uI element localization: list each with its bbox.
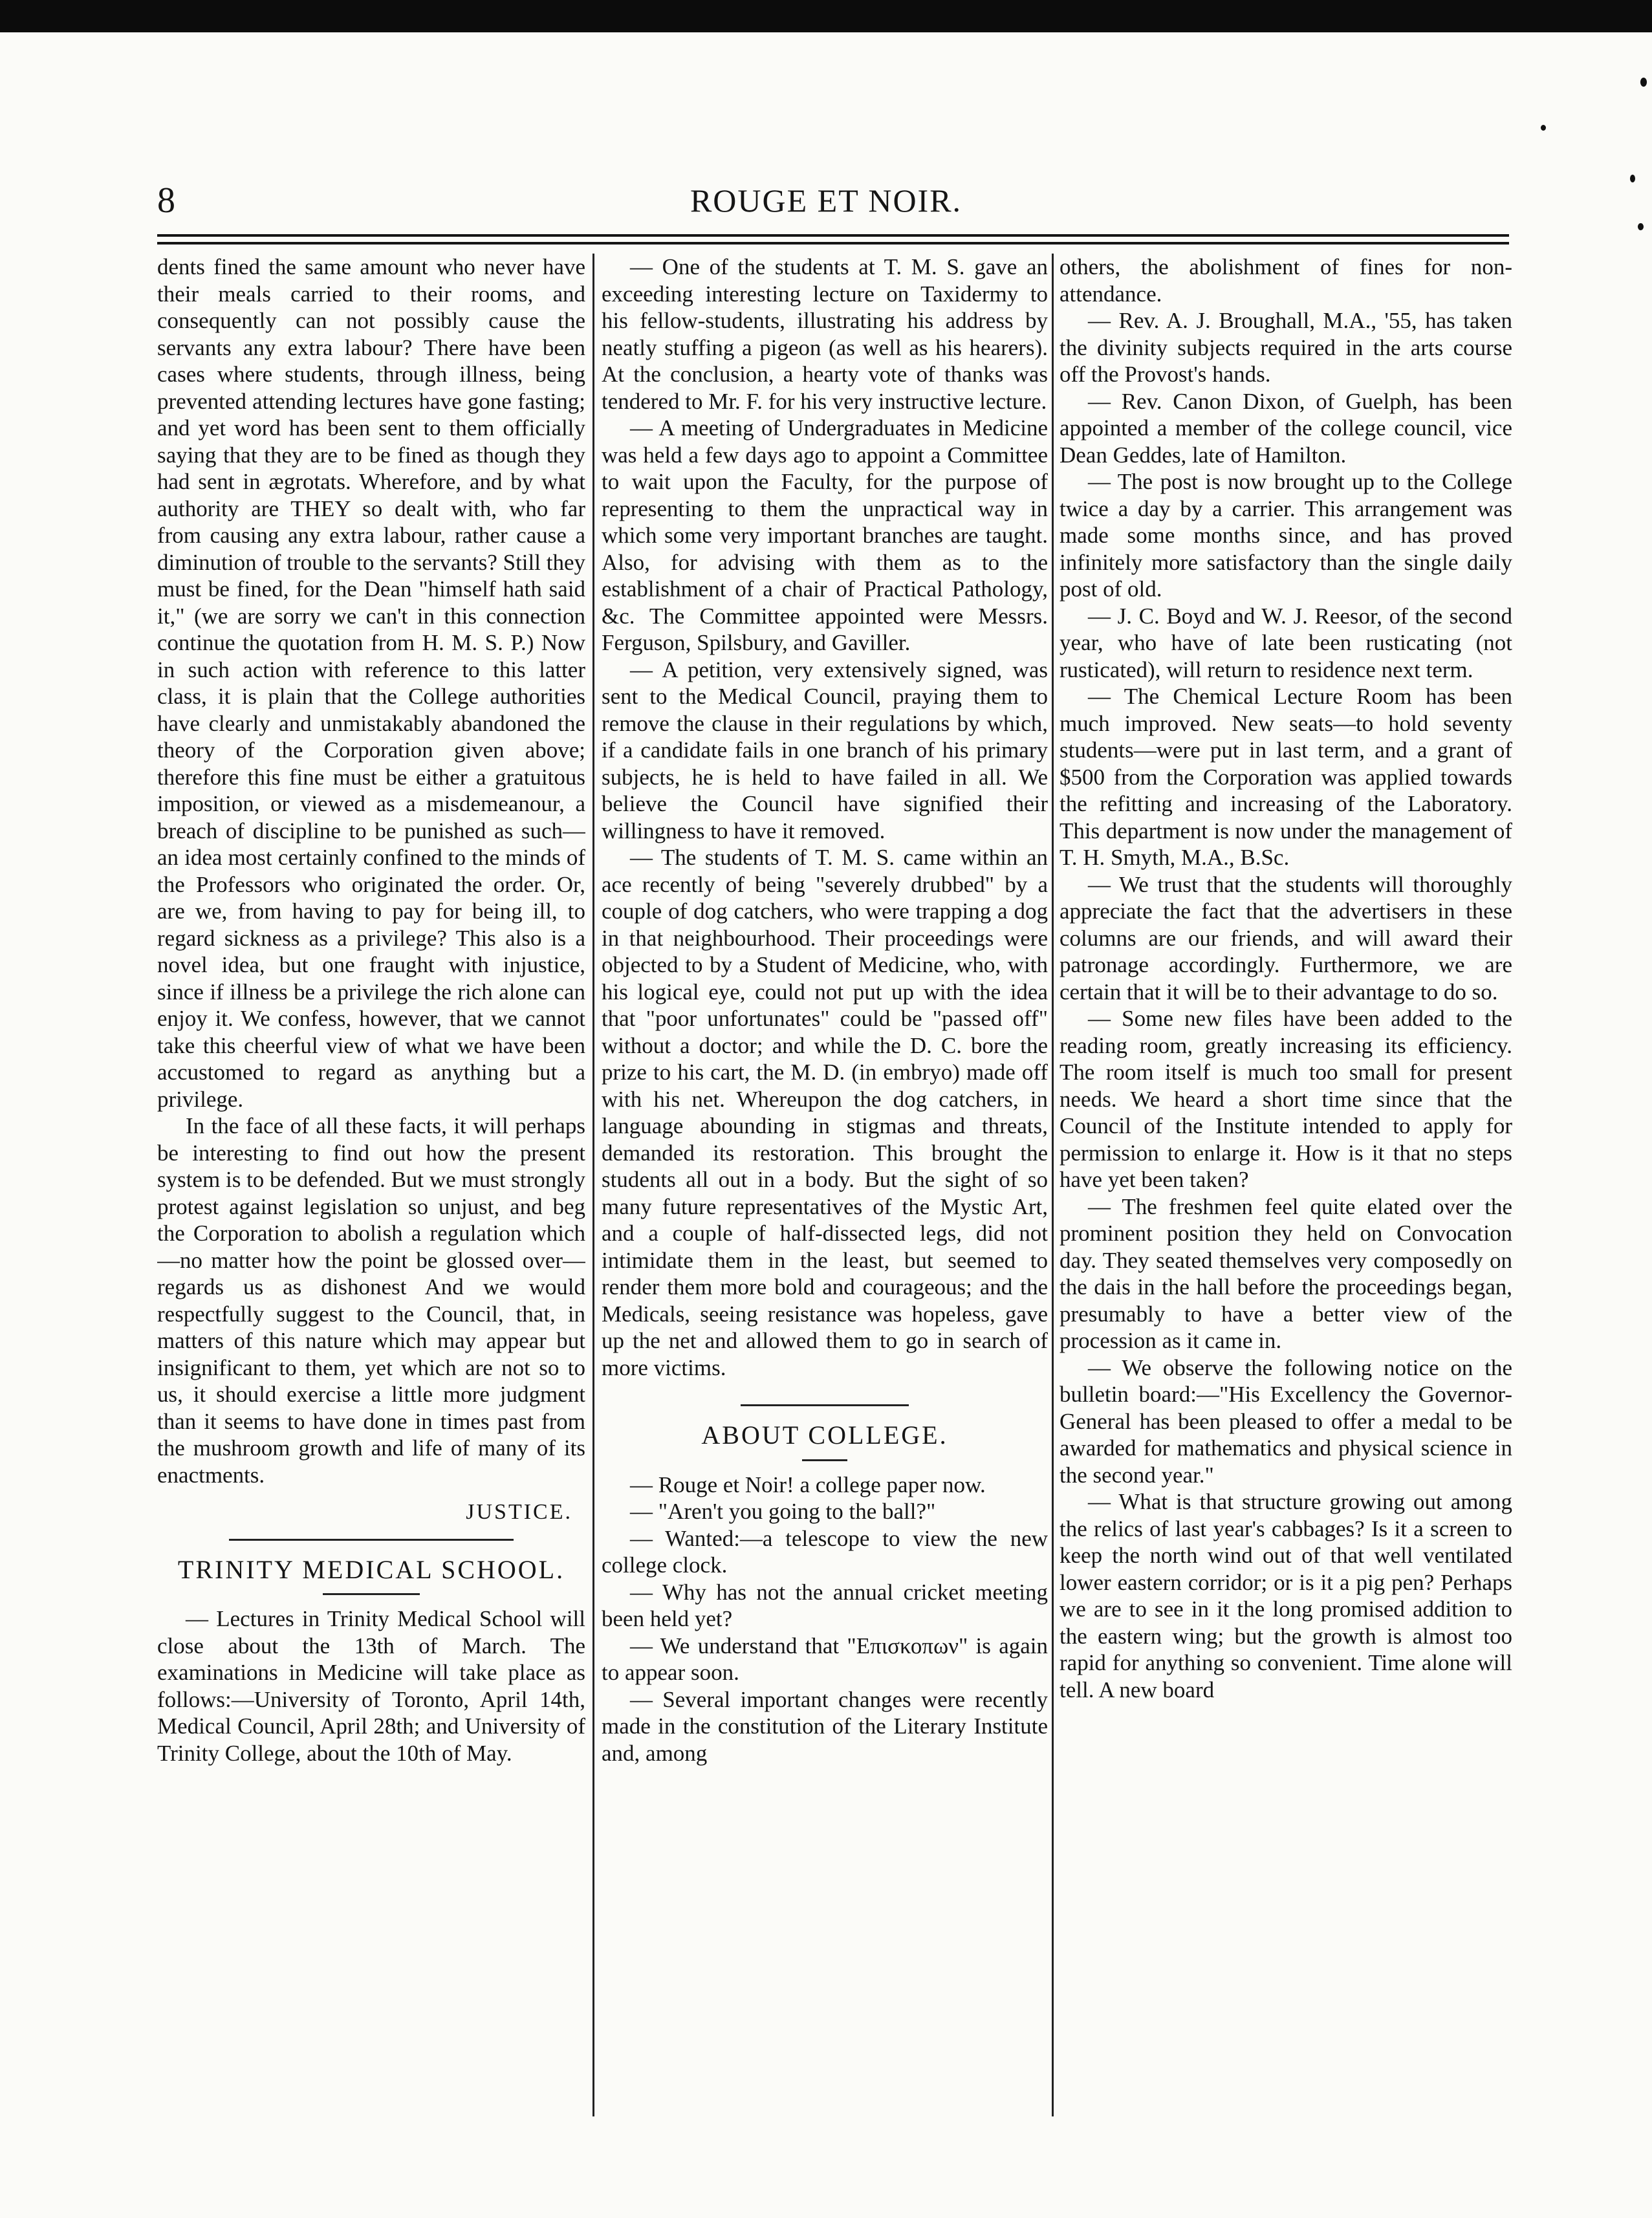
- paragraph: — One of the students at T. M. S. gave an exceeding interesting lecture on Taxidermy to his fellow-students, illustrating his address by neatly stuffing a pigeon (as well as his hearers). At the conclusion, a hearty vote of thanks was tendered to Mr. F. for his very instructive lecture.: [602, 254, 1048, 414]
- heading-rule: [802, 1459, 847, 1461]
- paragraph: — Several important changes were recently made in the constitution of the Literary Institute and, among: [602, 1686, 1048, 1766]
- paragraph: — We trust that the students will thoroughly appreciate the fact that the advertisers in these columns are our friends, and will award their patronage accordingly. Furthermore, we are certain that it will be to their advantage to do so.: [1060, 871, 1512, 1005]
- page-number: 8: [157, 180, 175, 221]
- paragraph: — A meeting of Undergraduates in Medicine was held a few days ago to appoint a Committee to wait upon the Faculty, for the purpose of representing to them the unpractical way in which some very important branches are taught. Also, for advising with them as to the establishment of a chair of Practical Pathology, &c. The Committee appointed were Messrs. Ferguson, Spilsbury, and Gaviller.: [602, 415, 1048, 655]
- header-rule-top: [157, 234, 1509, 237]
- paragraph: — What is that structure growing out among the relics of last year's cabbages? Is it a screen to keep the north wind out of that well ventilated lower eastern corridor; or is it a pig pen? Perhaps we are to see in it the long promised addition to the eastern wing; but the growth is almost too rapid for anything so convenient. Time alone will tell. A new board: [1060, 1489, 1512, 1702]
- column-3: [1060, 254, 1512, 2194]
- paragraph: others, the abolishment of fines for non-attendance.: [1060, 254, 1512, 307]
- paragraph: — Why has not the annual cricket meeting been held yet?: [602, 1579, 1048, 1631]
- paragraph: In the face of all these facts, it will perhaps be interesting to find out how the present system is to be defended. But we must strongly protest against legislation so unjust, and beg the Corporation to abolish a regulation which—no matter how the point be glossed over—regards us as dishonest And we would respectfully suggest to the Council, that, in matters of this nature which may appear but insignificant to them, yet which are not so to us, it should exercise a little more judgment than it seems to have done in times past from the mushroom growth and life of many of its enactments.: [157, 1113, 585, 1488]
- signature: JUSTICE.: [466, 1500, 572, 1524]
- paragraph: — J. C. Boyd and W. J. Reesor, of the second year, who have of late been rusticating (not rusticated), will return to residence next term.: [1060, 603, 1512, 682]
- column-divider: [1052, 254, 1054, 2116]
- column-divider: [592, 254, 594, 2116]
- paragraph: dents fined the same amount who never have their meals carried to their rooms, and consequently can not possibly cause the servants any extra labour? There have been cases where students, through illness, being prevented attending lectures have gone fasting; and yet word has been sent to them officially saying that they are to be fined as though they had sent in ægrotats. Wherefore, and by what authority are THEY so dealt with, who far from causing any extra labour, rather cause a diminution of trouble to the servants? Still they must be fined, for the Dean "himself hath said it," (we are sorry we can't in this connection continue the quotation from H. M. S. P.) Now in such action with reference to this latter class, it is plain that the College authorities have clearly and unmistakably abandoned the theory of the Corporation given above; therefore this fine must be either a gratuitous imposition, or viewed as a misdemeanour, a breach of discipline to be punished as such—an idea most certainly confined to the minds of the Professors who originated the order. Or, are we, from having to pay for being ill, to regard sickness as a privilege? This also is a novel idea, but one fraught with injustice, since if illness be a privilege the rich alone can enjoy it. We confess, however, that we cannot take this cheerful view of what we have been accustomed to regard as anything but a privilege.: [157, 254, 585, 1112]
- section-heading: TRINITY MEDICAL SCHOOL.: [177, 1554, 565, 1584]
- paragraph: — The post is now brought up to the College twice a day by a carrier. This arrangement was made some months since, and has proved infinitely more satisfactory than the single daily post of old.: [1060, 469, 1512, 602]
- paragraph: — We observe the following notice on the bulletin board:—"His Excellency the Governor-General has been pleased to offer a medal to be awarded for mathematics and physical science in the second year.": [1060, 1354, 1512, 1488]
- paragraph: — "Aren't you going to the ball?": [630, 1499, 936, 1524]
- column-1: [157, 254, 585, 2194]
- section-rule: [741, 1404, 909, 1406]
- section-rule: [229, 1539, 514, 1541]
- paragraph: — Wanted:—a telescope to view the new college clock.: [602, 1525, 1048, 1578]
- paragraph: — Rouge et Noir! a college paper now.: [630, 1472, 986, 1497]
- scan-speck: [1638, 223, 1644, 230]
- paragraph: — The freshmen feel quite elated over the prominent position they held on Convocation day. They seated themselves very composedly on the dais in the hall before the proceedings began, presumably to have a better view of the procession as it came in.: [1060, 1193, 1512, 1353]
- paragraph: — The students of T. M. S. came within an ace recently of being "severely drubbed" by a couple of dog catchers, who were trapping a dog in that neighbourhood. Their proceedings were objected to by a Student of Medicine, who, with his logical eye, could not put up with the idea that "poor unfortunates" could be "passed off" without a doctor; and while the D. C. bore the prize to his cart, the M. D. (in embryo) made off with his net. Whereupon the dog catchers, in language abounding in stigmas and threats, demanded its restoration. This brought the students all out in a body. But the sight of so many future representatives of the Mystic Art, and a couple of half-dissected legs, did not intimidate them in the least, but seemed to render them more bold and courageous; and the Medicals, seeing resistance was hopeless, gave up the net and allowed them to go in search of more victims.: [602, 845, 1048, 1380]
- running-title: ROUGE ET NOIR.: [690, 182, 962, 219]
- paragraph: — We understand that "Επισκοπων" is again to appear soon.: [602, 1633, 1048, 1685]
- paragraph: — The Chemical Lecture Room has been much improved. New seats—to hold seventy students—were put in last term, and a grant of $500 from the Corporation was applied towards the refitting and increasing of the Laboratory. This department is now under the management of T. H. Smyth, M.A., B.Sc.: [1060, 684, 1512, 870]
- paragraph: — Lectures in Trinity Medical School will close about the 13th of March. The examinations in Medicine will take place as follows:—University of Toronto, April 14th, Medical Council, April 28th; and University of Trinity College, about the 10th of May.: [157, 1606, 585, 1766]
- heading-rule: [323, 1593, 420, 1595]
- scan-top-border: [0, 0, 1652, 32]
- paragraph: — A petition, very extensively signed, was sent to the Medical Council, praying them to remove the clause in their regulations by which, if a candidate fails in one branch of his primary subjects, he is held to have failed in all. We believe the Council have signified their willingness to have it removed.: [602, 657, 1048, 843]
- section-heading: ABOUT COLLEGE.: [701, 1420, 948, 1450]
- scan-speck: [1640, 78, 1647, 87]
- paragraph: — Rev. Canon Dixon, of Guelph, has been appointed a member of the college council, vice Dean Geddes, late of Hamilton.: [1060, 388, 1512, 468]
- header-rule-bottom: [157, 242, 1509, 245]
- paragraph: — Some new files have been added to the reading room, greatly increasing its efficiency. The room itself is much too small for present needs. We heard a short time since that the Council of the Institute intended to apply for permission to enlarge it. How is it that no steps have yet been taken?: [1060, 1006, 1512, 1192]
- scan-speck: [1541, 125, 1546, 131]
- column-2: [602, 254, 1048, 2194]
- paragraph: — Rev. A. J. Broughall, M.A., '55, has taken the divinity subjects required in the arts course off the Provost's hands.: [1060, 308, 1512, 387]
